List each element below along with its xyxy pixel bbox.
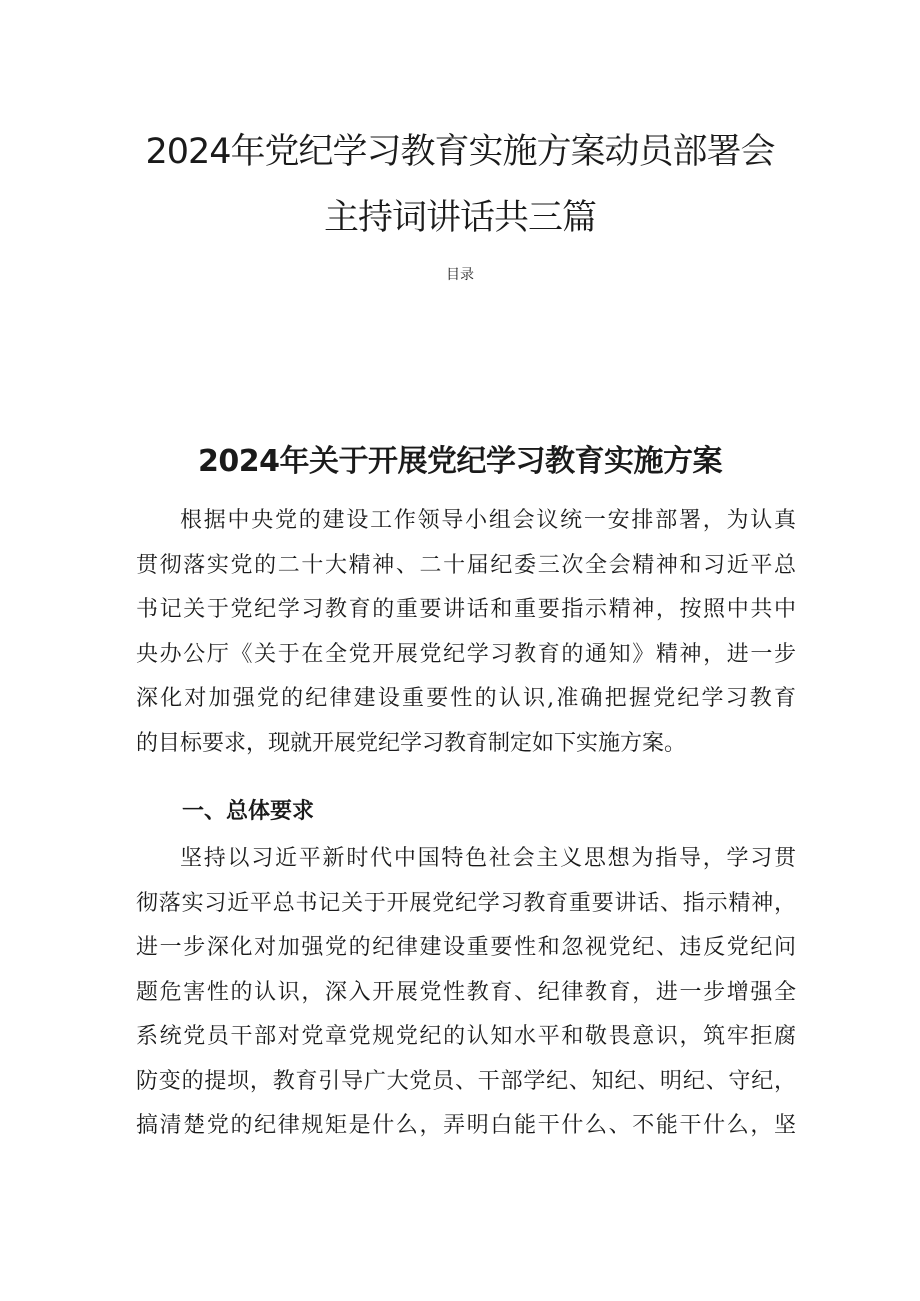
section-title: 2024年关于开展党纪学习教育实施方案	[198, 444, 722, 479]
table-of-contents-label: 目录	[446, 267, 474, 283]
paragraph-general-requirements	[136, 837, 796, 1149]
paragraph-intro	[136, 499, 796, 766]
paragraph-line: 贯彻落实党的二十大精神、二十届纪委三次全会精神和习近平总	[136, 552, 796, 578]
paragraph-line: 彻落实习近平总书记关于开展党纪学习教育重要讲话、指示精神，	[136, 890, 796, 916]
document-title-line-1: 2024年党纪学习教育实施方案动员部署会	[145, 132, 775, 172]
paragraph-line: 防变的提坝，教育引导广大党员、干部学纪、知纪、明纪、守纪，	[136, 1068, 796, 1094]
document-title-line-2: 主持词讲话共三篇	[323, 198, 596, 238]
paragraph-line: 央办公厅《关于在全党开展党纪学习教育的通知》精神，进一步	[136, 641, 796, 667]
paragraph-line: 根据中央党的建设工作领导小组会议统一安排部署，为认真	[180, 508, 796, 533]
paragraph-line: 坚持以习近平新时代中国特色社会主义思想为指导，学习贯	[180, 846, 796, 871]
paragraph-line: 深化对加强党的纪律建设重要性的认识,准确把握党纪学习教育	[136, 686, 796, 711]
paragraph-line: 进一步深化对加强党的纪律建设重要性和忽视党纪、违反党纪问	[136, 935, 796, 960]
paragraph-line: 的目标要求，现就开展党纪学习教育制定如下实施方案。	[136, 730, 687, 756]
paragraph-line: 题危害性的认识，深入开展党性教育、纪律教育，进一步增强全	[136, 979, 796, 1005]
paragraph-line: 书记关于党纪学习教育的重要讲话和重要指示精神，按照中共中	[136, 597, 796, 622]
paragraph-line: 系统党员干部对党章党规党纪的认知水平和敬畏意识，筑牢拒腐	[136, 1024, 796, 1049]
paragraph-line: 搞清楚党的纪律规矩是什么，弄明白能干什么、不能干什么，坚	[136, 1113, 796, 1138]
heading-general-requirements: 一、总体要求	[182, 799, 315, 824]
